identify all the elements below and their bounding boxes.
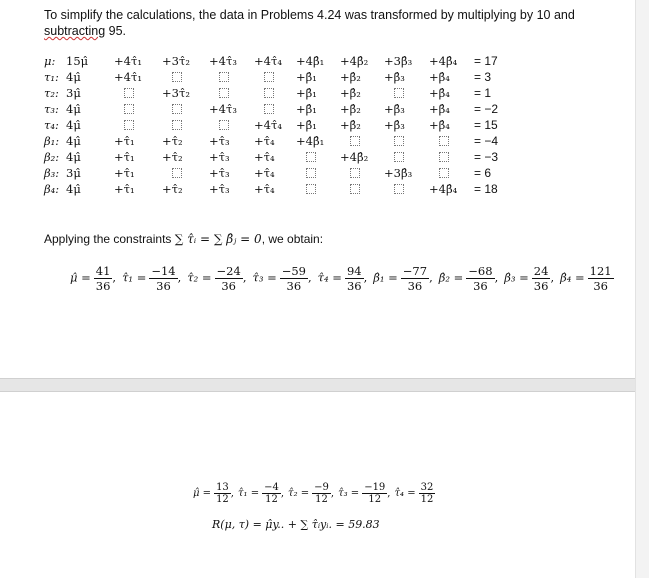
equation-term: +β̂₃: [384, 118, 405, 132]
intro-paragraph: [44, 7, 604, 39]
equation-term: +τ̂₁: [114, 166, 135, 180]
equation-label: μ:: [44, 54, 56, 68]
numerator: 121: [589, 264, 612, 278]
equation-term: +β̂₁: [296, 70, 317, 84]
placeholder-box: [254, 85, 298, 101]
estimate-fraction: τ̂₂ = $\frac{-9}{12}$ ,: [288, 482, 335, 505]
empty-box-icon: [394, 152, 404, 162]
vertical-scrollbar[interactable]: [635, 0, 649, 578]
estimate-name: τ̂₁ =: [237, 488, 260, 499]
equation-row: [44, 85, 544, 101]
empty-box-icon: [124, 88, 134, 98]
equation-label: τ₁:: [44, 70, 59, 84]
denominator: 36: [95, 279, 111, 293]
numerator: −24: [216, 264, 241, 278]
placeholder-box: [209, 117, 253, 133]
equation-term: 3μ̂: [66, 86, 81, 100]
equation-term: +τ̂₂: [162, 150, 183, 164]
equation-term: 4μ̂: [66, 150, 81, 164]
numerator: 32: [420, 482, 434, 493]
spellcheck-word[interactable]: subtracting: [44, 24, 106, 38]
empty-box-icon: [394, 184, 404, 194]
equation-term: +3β̂₃: [384, 54, 413, 68]
equation-rhs: = 15: [474, 118, 498, 132]
denominator: 12: [315, 494, 328, 505]
placeholder-box: [429, 133, 473, 149]
placeholder-box: [384, 85, 428, 101]
placeholder-box: [209, 85, 253, 101]
fraction: [149, 264, 177, 293]
fraction: [312, 482, 331, 505]
equation-rhs: = 1: [474, 86, 492, 100]
denominator: 12: [420, 494, 434, 505]
placeholder-box: [162, 117, 206, 133]
equation-term: +β̂₂: [340, 102, 361, 116]
equation-rhs: = 3: [474, 70, 492, 84]
numerator: −14: [151, 264, 176, 278]
equation-term: +3τ̂₂: [162, 86, 190, 100]
equation-label: β₄:: [44, 182, 60, 196]
constraints-suffix: , we obtain:: [261, 232, 324, 246]
equation-rhs: = −2: [474, 102, 499, 116]
intro-text: To simplify the calculations, the data in Problems 4.24 was transformed by multiplying by 10 and: [44, 8, 575, 22]
empty-box-icon: [219, 120, 229, 130]
fraction: [588, 264, 614, 293]
estimate-name: β̂₄ =: [560, 270, 585, 285]
empty-box-icon: [394, 88, 404, 98]
empty-box-icon: [306, 184, 316, 194]
equation-term: +τ̂₄: [254, 166, 275, 180]
estimate-fraction: μ̂ = $\frac{41}{36}$ ,: [70, 264, 117, 293]
equation-term: 4μ̂: [66, 102, 81, 116]
empty-box-icon: [439, 152, 449, 162]
equation-term: +τ̂₃: [209, 166, 230, 180]
equation-rhs: = −3: [474, 150, 499, 164]
fraction: [362, 482, 387, 505]
placeholder-box: [384, 133, 428, 149]
equation-rhs: = 18: [474, 182, 498, 196]
numerator: −77: [402, 264, 428, 278]
equation-rhs: = 17: [474, 54, 498, 68]
empty-box-icon: [219, 88, 229, 98]
estimate-name: τ̂₂ =: [288, 488, 310, 499]
numerator: −9: [314, 482, 329, 493]
equation-term: +β̂₂: [340, 86, 361, 100]
equation-term: +β̂₄: [429, 86, 450, 100]
empty-box-icon: [172, 168, 182, 178]
denominator: 12: [368, 494, 382, 505]
equation-term: +τ̂₃: [209, 182, 230, 196]
equation-label: τ₃:: [44, 102, 59, 116]
estimate-name: μ̂ =: [70, 270, 91, 285]
equation-term: 4μ̂: [66, 118, 81, 132]
fraction: [401, 264, 429, 293]
fraction: [262, 482, 281, 505]
estimate-name: β̂₂ =: [438, 270, 464, 285]
estimate-fraction: τ̂₁ = $\frac{-4}{12}$ ,: [237, 482, 285, 505]
denominator: 36: [346, 279, 362, 293]
equation-row: [44, 149, 544, 165]
equation-row: [44, 69, 544, 85]
estimate-fraction: τ̂₃ = $\frac{-19}{12}$ ,: [338, 482, 391, 505]
equation-term: 3μ̂: [66, 166, 81, 180]
numerator: 41: [95, 264, 111, 278]
reduction-equation: R(μ, τ) = μ̂y.. + ∑ τ̂ᵢyᵢ. = 59.83: [212, 518, 380, 531]
placeholder-box: [384, 149, 428, 165]
estimate-fraction: β̂₁ = $\frac{-77}{36}$ ,: [373, 264, 433, 293]
intro-text-end: 95.: [105, 24, 127, 38]
estimate-name: τ̂₃ =: [252, 270, 277, 285]
constraints-line: [44, 232, 323, 246]
numerator: −4: [264, 482, 279, 493]
equation-term: +β̂₂: [340, 70, 361, 84]
equation-term: +β̂₃: [384, 102, 405, 116]
estimate-fraction: τ̂₁ = $\frac{-14}{36}$ ,: [122, 264, 182, 293]
estimate-fraction: τ̂₃ = $\frac{-59}{36}$ ,: [252, 264, 312, 293]
solution-row-2: [193, 482, 439, 505]
equation-term: +4τ̂₄: [254, 54, 282, 68]
denominator: 36: [407, 279, 423, 293]
denominator: 12: [265, 494, 278, 505]
equation-term: +τ̂₃: [209, 150, 230, 164]
equation-term: +4β̂₂: [340, 150, 369, 164]
equation-term: +β̂₄: [429, 102, 450, 116]
empty-box-icon: [172, 120, 182, 130]
equation-term: +4τ̂₃: [209, 54, 237, 68]
numerator: 24: [533, 264, 549, 278]
numerator: 94: [346, 264, 362, 278]
equation-term: +4β̂₁: [296, 134, 325, 148]
equation-rhs: = 6: [474, 166, 492, 180]
page-break: [0, 378, 636, 392]
placeholder-box: [340, 133, 384, 149]
equation-term: +3β̂₃: [384, 166, 413, 180]
placeholder-box: [162, 101, 206, 117]
equation-term: +4τ̂₄: [254, 118, 282, 132]
denominator: 36: [156, 279, 171, 293]
equation-row: [44, 181, 544, 197]
estimate-name: μ̂ =: [193, 488, 212, 499]
fraction: [280, 264, 308, 293]
equation-term: +τ̂₂: [162, 134, 183, 148]
placeholder-box: [114, 117, 158, 133]
placeholder-box: [114, 85, 158, 101]
equation-term: +τ̂₄: [254, 134, 275, 148]
placeholder-box: [429, 165, 473, 181]
fraction: [215, 264, 243, 293]
equation-label: τ₄:: [44, 118, 59, 132]
estimate-name: τ̂₄ =: [394, 488, 416, 499]
equation-term: +τ̂₁: [114, 182, 135, 196]
estimate-name: β̂₁ =: [373, 270, 398, 285]
constraints-prefix: Applying the constraints: [44, 232, 175, 246]
fraction: [94, 264, 113, 293]
equation-term: +β̂₁: [296, 86, 317, 100]
empty-box-icon: [350, 136, 360, 146]
equation-term: +4β̂₁: [296, 54, 325, 68]
equation-term: +4β̂₂: [340, 54, 369, 68]
placeholder-box: [209, 69, 253, 85]
empty-box-icon: [439, 168, 449, 178]
numerator: −19: [364, 482, 386, 493]
empty-box-icon: [124, 104, 134, 114]
empty-box-icon: [172, 104, 182, 114]
placeholder-box: [162, 69, 206, 85]
equation-label: β₃:: [44, 166, 60, 180]
placeholder-box: [254, 101, 298, 117]
estimate-fraction: τ̂₂ = $\frac{-24}{36}$ ,: [187, 264, 247, 293]
equation-term: +τ̂₁: [114, 134, 135, 148]
equation-row: [44, 133, 544, 149]
estimate-fraction: β̂₂ = $\frac{-68}{36}$ ,: [438, 264, 499, 293]
fraction: [466, 264, 494, 293]
equation-term: +3τ̂₂: [162, 54, 190, 68]
empty-box-icon: [264, 88, 274, 98]
empty-box-icon: [124, 120, 134, 130]
equation-term: +β̂₄: [429, 118, 450, 132]
equation-label: τ₂:: [44, 86, 59, 100]
placeholder-box: [254, 69, 298, 85]
equation-label: β₁:: [44, 134, 60, 148]
empty-box-icon: [439, 136, 449, 146]
estimate-fraction: [394, 482, 435, 505]
denominator: 36: [593, 279, 608, 293]
equation-rhs: = −4: [474, 134, 499, 148]
empty-box-icon: [306, 152, 316, 162]
denominator: 36: [221, 279, 236, 293]
equation-term: +τ̂₄: [254, 150, 275, 164]
estimate-name: β̂₃ =: [504, 270, 529, 285]
empty-box-icon: [219, 72, 229, 82]
placeholder-box: [114, 101, 158, 117]
fraction: [214, 482, 231, 505]
placeholder-box: [162, 165, 206, 181]
equation-label: β₂:: [44, 150, 60, 164]
placeholder-box: [296, 165, 340, 181]
empty-box-icon: [264, 72, 274, 82]
equation-term: +4τ̂₁: [114, 70, 142, 84]
numerator: −59: [281, 264, 307, 278]
equation-term: +4τ̂₁: [114, 54, 142, 68]
estimate-fraction: τ̂₄ = $\frac{94}{36}$ ,: [317, 264, 368, 293]
constraints-math: ∑ τ̂ᵢ = ∑ β̂ⱼ = 0: [174, 232, 262, 246]
empty-box-icon: [264, 104, 274, 114]
placeholder-box: [384, 181, 428, 197]
equation-term: +τ̂₄: [254, 182, 275, 196]
equation-term: +τ̂₁: [114, 150, 135, 164]
equation-term: +τ̂₃: [209, 134, 230, 148]
denominator: 36: [286, 279, 302, 293]
estimate-name: τ̂₃ =: [338, 488, 360, 499]
placeholder-box: [340, 165, 384, 181]
equation-term: 4μ̂: [66, 134, 81, 148]
solution-row: [70, 264, 620, 293]
denominator: 36: [473, 279, 488, 293]
equation-term: +β̂₄: [429, 70, 450, 84]
estimate-name: τ̂₂ =: [187, 270, 212, 285]
equation-term: +β̂₁: [296, 102, 317, 116]
equation-term: +β̂₂: [340, 118, 361, 132]
equation-term: +τ̂₂: [162, 182, 183, 196]
estimate-fraction: μ̂ = $\frac{13}{12}$ ,: [193, 482, 234, 505]
placeholder-box: [429, 149, 473, 165]
empty-box-icon: [350, 184, 360, 194]
equation-term: +4β̂₄: [429, 54, 458, 68]
placeholder-box: [296, 149, 340, 165]
numerator: 13: [216, 482, 229, 493]
equation-term: 15μ̂: [66, 54, 89, 68]
empty-box-icon: [350, 168, 360, 178]
fraction: [345, 264, 364, 293]
numerator: −68: [468, 264, 493, 278]
equation-term: +4β̂₄: [429, 182, 458, 196]
equation-row: [44, 165, 544, 181]
fraction: [419, 482, 436, 505]
estimate-name: τ̂₁ =: [122, 270, 147, 285]
estimate-name: τ̂₄ =: [317, 270, 342, 285]
empty-box-icon: [394, 136, 404, 146]
equation-term: 4μ̂: [66, 182, 81, 196]
fraction: [532, 264, 551, 293]
equation-term: +β̂₁: [296, 118, 317, 132]
equation-term: +4τ̂₃: [209, 102, 237, 116]
equation-row: [44, 101, 544, 117]
estimate-fraction: β̂₃ = $\frac{24}{36}$ ,: [504, 264, 555, 293]
equation-row: [44, 53, 544, 69]
placeholder-box: [296, 181, 340, 197]
denominator: 36: [533, 279, 549, 293]
equation-term: +β̂₃: [384, 70, 405, 84]
equation-term: 4μ̂: [66, 70, 81, 84]
estimate-fraction: [560, 264, 614, 293]
equation-row: [44, 117, 544, 133]
empty-box-icon: [172, 72, 182, 82]
denominator: 12: [216, 494, 229, 505]
empty-box-icon: [306, 168, 316, 178]
placeholder-box: [340, 181, 384, 197]
